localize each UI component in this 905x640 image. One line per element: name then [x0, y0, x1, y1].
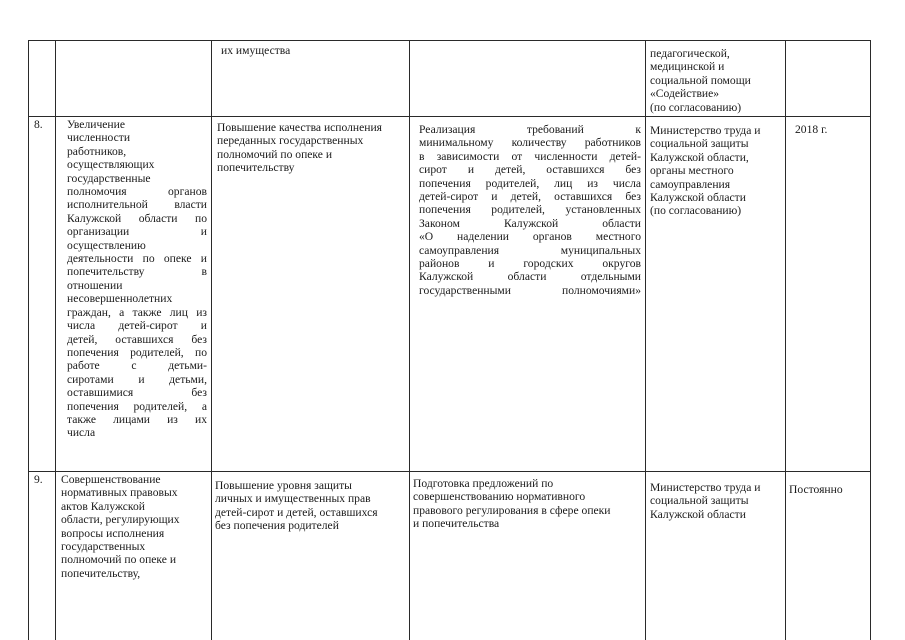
- table-border-top: [28, 40, 871, 41]
- row-8-executor: Министерство труда и социальной защиты Калужской области, органы местного самоуправления Калужской области (по согласованию): [650, 124, 761, 218]
- row-9-goal: Повышение уровня защиты личных и имущественных прав детей-сирот и детей, оставшихся без попечения родителей: [215, 479, 378, 533]
- row-9-executor: Министерство труда и социальной защиты Калужской области: [650, 481, 761, 521]
- row-8-term: 2018 г.: [795, 123, 828, 136]
- row-9-content: Подготовка предложений по совершенствованию нормативного правового регулирования в сфере опеки и попечительства: [413, 477, 611, 531]
- column-separator: [645, 40, 646, 640]
- table-border-right: [870, 40, 871, 640]
- row-8-goal: Повышение качества исполнения переданных государственных полномочий по опеке и попечительству: [217, 121, 383, 175]
- table-border-left: [28, 40, 29, 640]
- row-8-event: Увеличение численности работников, осуществляющих государственные полномочия органов исполнительной власти Калужской области по организации и осуществлению деятельности по опеке и попечительству в отношении несовершеннолетних граждан, а также лиц из числа детей-сирот и детей, оставшихся без попечения родителей, по работе с детьми- сиротами и детьми, оставшимися без попечения родителей, а также лицами из их числа: [67, 118, 207, 440]
- row-8-content: Реализация требований к минимальному количеству работников в зависимости от численности детей- сирот и детей, оставшихся без попечения родителей, лиц из числа детей-сирот и детей, оставшихся без попечения родителей, установленных Законом Калужской области «О наделении органов местного самоуправления муниципальных районов и городских округов Калужской области отдельными государственными полномочиями»: [419, 123, 641, 297]
- row-1-executor: педагогической, медицинской и социальной помощи «Содействие» (по согласованию): [650, 47, 751, 114]
- row-9-term: Постоянно: [789, 483, 843, 496]
- column-separator: [409, 40, 410, 640]
- row-1-goal: их имущества: [221, 44, 291, 57]
- column-separator: [785, 40, 786, 640]
- row-9-event: Совершенствование нормативных правовых актов Калужской области, регулирующих вопросы исполнения государственных полномочий по опеке и попечительству,: [61, 473, 180, 580]
- column-separator: [55, 40, 56, 640]
- column-separator: [211, 40, 212, 640]
- row-8-number: 8.: [34, 118, 43, 131]
- row-separator: [28, 116, 871, 117]
- row-9-number: 9.: [34, 473, 43, 486]
- row-separator: [28, 471, 871, 472]
